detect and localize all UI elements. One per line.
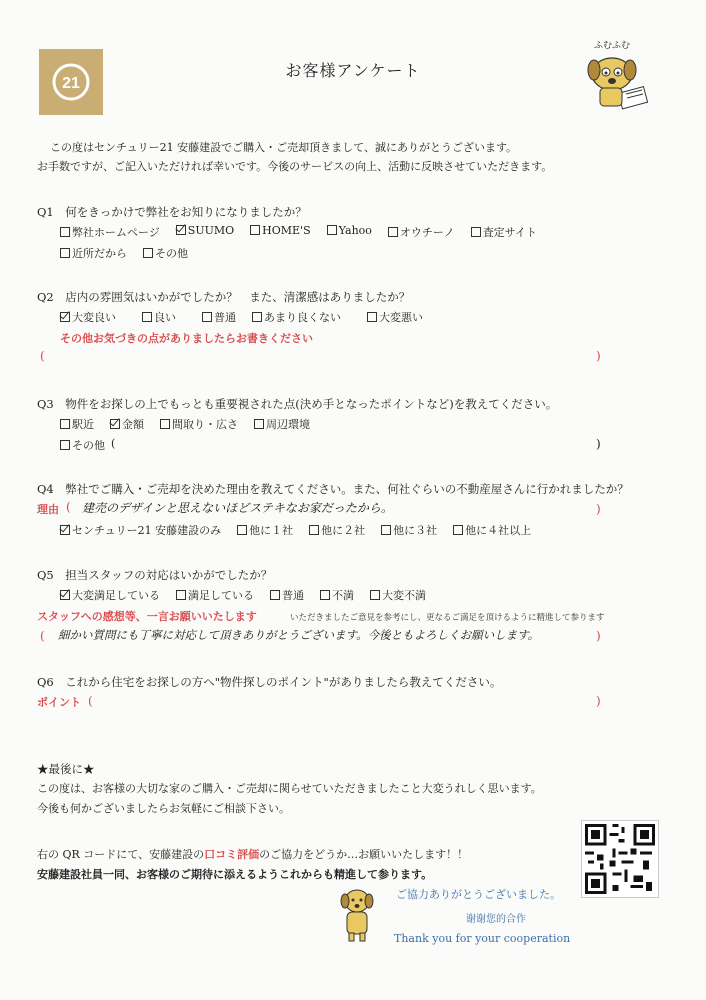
q5-answer[interactable]: 細かい質問にも丁寧に対応して頂きありがとうございます。今後ともよろしくお願いします。: [58, 628, 540, 642]
q4-option-2-others[interactable]: 他に２社: [309, 522, 365, 538]
checkbox-checked[interactable]: [60, 312, 70, 322]
checkbox[interactable]: [60, 419, 70, 429]
closing-line-1: この度は、お客様の大切な家のご購入・ご売却に関らせていただきましたこと大変うれしく思います。: [37, 782, 542, 795]
thanks-japanese: ご協力ありがとうございました。: [396, 888, 561, 901]
q2-option-normal[interactable]: 普通: [202, 309, 236, 325]
mascot-dog-writing-icon: [582, 38, 656, 112]
q5-note-label: スタッフへの感想等、一言お願いいたします: [37, 610, 257, 623]
review-keyword: 口コミ評価: [204, 848, 260, 861]
checkbox-checked[interactable]: [60, 525, 70, 535]
q2-option-very-bad[interactable]: 大変悪い: [367, 309, 423, 325]
q5-option-dissatisfied[interactable]: 不満: [320, 587, 354, 603]
q2-option-very-good[interactable]: 大変良い: [60, 309, 116, 325]
q3-option-layout[interactable]: 間取り・広さ: [160, 416, 238, 432]
q5-label: Q5 担当スタッフの対応はいかがでしたか？: [37, 568, 273, 582]
q1-option-homepage[interactable]: 弊社ホームページ: [60, 224, 160, 240]
q3-paren-open: (: [111, 437, 116, 450]
q3-other-row: [60, 437, 115, 453]
q3-option-other[interactable]: その他: [60, 437, 105, 453]
checkbox[interactable]: [370, 590, 380, 600]
checkbox-checked[interactable]: [60, 590, 70, 600]
q3-paren-close: ): [596, 437, 601, 451]
q5-option-satisfied[interactable]: 満足している: [176, 587, 254, 603]
mascot-caption: ふむふむ: [594, 41, 631, 51]
q2-option-good[interactable]: 良い: [142, 309, 176, 325]
q3-option-price[interactable]: 金額: [110, 416, 144, 432]
q4-options: [60, 522, 547, 538]
closing-heading: ★最後に★: [37, 762, 95, 776]
checkbox[interactable]: [143, 248, 153, 258]
checkbox[interactable]: [237, 525, 247, 535]
q3-options: [60, 416, 326, 432]
svg-text:21: 21: [62, 75, 80, 92]
checkbox[interactable]: [367, 312, 377, 322]
q4-paren-close: ): [596, 502, 601, 516]
q1-option-satei[interactable]: 査定サイト: [471, 224, 537, 240]
checkbox[interactable]: [254, 419, 264, 429]
q4-option-only-us[interactable]: センチュリー21 安藤建設のみ: [60, 522, 221, 538]
thanks-english: Thank you for your cooperation: [394, 932, 571, 945]
closing-line-2: 今後も何かございましたらお気軽にご相談下さい。: [37, 802, 290, 815]
q1-options-row2: [60, 245, 204, 261]
q2-note-input[interactable]: [52, 350, 592, 364]
q4-label: Q4 弊社でご購入・ご売却を決めた理由を教えてください。また、何社ぐらいの不動産屋さんに行かれましたか？: [37, 482, 629, 496]
q1-option-ouchino[interactable]: オウチーノ: [388, 224, 455, 240]
checkbox[interactable]: [471, 227, 481, 237]
q6-label: Q6 これから住宅をお探しの方へ"物件探しのポイント"がありましたら教えてください。: [37, 675, 502, 689]
checkbox[interactable]: [388, 227, 398, 237]
checkbox[interactable]: [320, 590, 330, 600]
checkbox[interactable]: [270, 590, 280, 600]
q5-note-sub: いただきましたご意見を参考にし、更なるご満足を頂けるように精進して参ります: [290, 613, 605, 623]
q6-point-label: ポイント: [37, 696, 81, 709]
checkbox[interactable]: [142, 312, 152, 322]
checkbox[interactable]: [250, 225, 260, 235]
q1-option-homes[interactable]: HOME'S: [250, 224, 310, 240]
checkbox[interactable]: [160, 419, 170, 429]
checkbox[interactable]: [309, 525, 319, 535]
q3-option-station[interactable]: 駅近: [60, 416, 94, 432]
checkbox-checked[interactable]: [110, 419, 120, 429]
q4-reason-answer[interactable]: 建売のデザインと思えないほどステキなお家だったから。: [82, 501, 393, 515]
q5-option-normal[interactable]: 普通: [270, 587, 304, 603]
checkbox[interactable]: [60, 227, 70, 237]
q5-option-very-dissatisfied[interactable]: 大変不満: [370, 587, 426, 603]
q4-option-3-others[interactable]: 他に３社: [381, 522, 437, 538]
checkbox[interactable]: [327, 225, 337, 235]
q3-label: Q3 物件をお探しの上でもっとも重要視された点(決め手となったポイントなど)を教えてください。: [37, 397, 558, 411]
q1-option-nearby[interactable]: 近所だから: [60, 245, 127, 261]
q2-paren-close: ): [596, 349, 601, 363]
q6-paren-close: ): [596, 694, 601, 708]
thanks-chinese: 谢谢您的合作: [466, 914, 526, 925]
q5-paren-close: ): [596, 629, 601, 643]
q2-paren-open: (: [40, 349, 45, 363]
q2-option-not-good[interactable]: あまり良くない: [252, 309, 341, 325]
intro-line-1: この度はセンチュリー21 安藤建設でご購入・ご売却頂きまして、誠にありがとうございます。: [50, 141, 518, 154]
q6-point-input[interactable]: [100, 695, 590, 709]
checkbox[interactable]: [381, 525, 391, 535]
q4-reason-label: 理由: [37, 503, 59, 516]
q2-options: [60, 309, 439, 325]
staff-line: 安藤建設社員一同、お客様のご期待に添えるようこれからも精進して参ります。: [37, 868, 433, 881]
checkbox[interactable]: [202, 312, 212, 322]
q6-paren-open: (: [88, 694, 93, 708]
q5-options: [60, 587, 442, 603]
q5-paren-open: (: [40, 629, 45, 643]
checkbox-checked[interactable]: [176, 225, 186, 235]
q4-paren-open: (: [66, 500, 71, 514]
q1-label: Q1 何をきっかけで弊社をお知りになりましたか？: [37, 205, 307, 219]
q2-note-label: その他お気づきの点がありましたらお書きください: [60, 332, 313, 345]
checkbox[interactable]: [252, 312, 262, 322]
q2-label: Q2 店内の雰囲気はいかがでしたか？ また、清潔感はありましたか？: [37, 290, 411, 304]
q1-options-row1: [60, 224, 553, 240]
qr-request-line: 右の QR コードにて、安藤建設の口コミ評価のご協力をどうか…お願いいたします！！: [37, 848, 469, 861]
intro-line-2: お手数ですが、ご記入いただければ幸いです。今後のサービスの向上、活動に反映させていただきます。: [37, 160, 553, 173]
q5-option-very-satisfied[interactable]: 大変満足している: [60, 587, 160, 603]
q1-option-other[interactable]: その他: [143, 245, 188, 261]
q1-option-yahoo[interactable]: Yahoo: [327, 224, 372, 240]
qr-code-icon[interactable]: [581, 820, 659, 898]
q4-option-4plus-others[interactable]: 他に４社以上: [453, 522, 531, 538]
checkbox[interactable]: [60, 440, 70, 450]
mascot-dog-bowing-icon: [337, 887, 377, 943]
checkbox[interactable]: [60, 248, 70, 258]
q1-option-suumo[interactable]: SUUMO: [176, 224, 234, 240]
checkbox[interactable]: [453, 525, 463, 535]
page-title: お客様アンケート: [285, 61, 421, 80]
checkbox[interactable]: [176, 590, 186, 600]
q3-option-environment[interactable]: 周辺環境: [254, 416, 310, 432]
q4-option-1-other[interactable]: 他に１社: [237, 522, 293, 538]
